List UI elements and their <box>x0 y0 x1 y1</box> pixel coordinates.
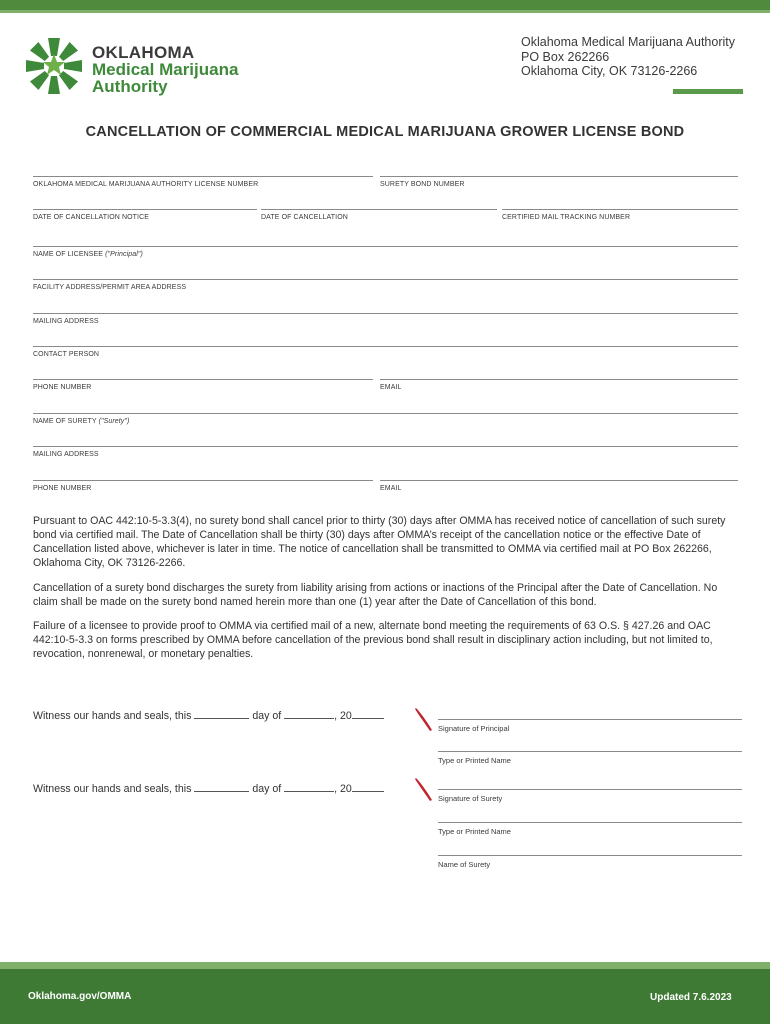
sign-here-pen-icon <box>414 706 434 732</box>
date-notice-label: DATE OF CANCELLATION NOTICE <box>33 214 150 221</box>
contact-person-field[interactable] <box>33 346 738 358</box>
signature-principal-line[interactable] <box>438 719 742 733</box>
surety-note: ("Surety") <box>98 418 130 425</box>
top-band-accent <box>0 10 770 13</box>
name-of-surety-line[interactable] <box>438 855 742 869</box>
year-blank[interactable] <box>352 782 384 792</box>
contact-person-label: CONTACT PERSON <box>33 351 100 358</box>
date-notice-field[interactable] <box>33 209 257 221</box>
printed-name-surety-label: Type or Printed Name <box>438 827 511 836</box>
printed-name-surety-line[interactable] <box>438 822 742 836</box>
phone-label: PHONE NUMBER <box>33 384 92 391</box>
witness-line-surety <box>33 782 384 795</box>
surety-phone-field[interactable] <box>33 480 373 492</box>
witness-year-prefix: , 20 <box>334 783 352 795</box>
licensee-name-field[interactable] <box>33 246 738 258</box>
witness-day-of: day of <box>252 710 282 722</box>
page-title: CANCELLATION OF COMMERCIAL MEDICAL MARIJUANA GROWER LICENSE BOND <box>85 124 685 140</box>
witness-prefix: Witness our hands and seals, this <box>33 783 192 795</box>
logo-line-authority: Authority <box>92 77 168 96</box>
email-label: EMAIL <box>380 384 402 391</box>
day-blank[interactable] <box>194 709 249 719</box>
agency-address <box>521 35 735 79</box>
address-line-3: Oklahoma City, OK 73126-2266 <box>521 64 698 78</box>
footer-accent <box>0 962 770 969</box>
surety-email-label: EMAIL <box>380 485 402 492</box>
top-band <box>0 0 770 10</box>
month-blank[interactable] <box>284 782 334 792</box>
year-blank[interactable] <box>352 709 384 719</box>
paragraph-penalties: Failure of a licensee to provide proof to OMMA via certified mail of a new, alternate bond meeting the requirements of 63 O.S. § 427.26 and OAC 442:10-5-3.3 on forms prescribed by OMMA before cancellation of the previous bond shall result in disciplinary action including, but not limited to, revocation, nonrenewal, or monetary penalties. <box>33 620 713 660</box>
paragraph-discharge: Cancellation of a surety bond discharges the surety from liability arising from actions or inactions of the Principal after the Date of Cancellation. No claim shall be made on the surety bond named herein more than one (1) year after the Date of Cancellation of this bond. <box>33 582 718 608</box>
footer-website: Oklahoma.gov/OMMA <box>28 991 132 1002</box>
omma-star-logo-icon <box>24 36 84 96</box>
surety-email-field[interactable] <box>380 480 738 492</box>
witness-line-principal <box>33 709 384 722</box>
surety-bond-number-label: SURETY BOND NUMBER <box>380 181 465 188</box>
printed-name-principal-line[interactable] <box>438 751 742 765</box>
surety-mailing-address-label: MAILING ADDRESS <box>33 451 99 458</box>
facility-address-label: FACILITY ADDRESS/PERMIT AREA ADDRESS <box>33 284 187 291</box>
mailing-address-field[interactable] <box>33 313 738 325</box>
date-cancellation-label: DATE OF CANCELLATION <box>261 214 348 221</box>
phone-field[interactable] <box>33 379 373 391</box>
logo-line-oklahoma: OKLAHOMA <box>92 43 195 62</box>
signature-surety-label: Signature of Surety <box>438 794 503 803</box>
signature-principal-label: Signature of Principal <box>438 724 510 733</box>
name-of-surety-label: Name of Surety <box>438 860 491 869</box>
license-number-field[interactable] <box>33 176 373 188</box>
surety-bond-number-field[interactable] <box>380 176 738 188</box>
sign-here-pen-icon <box>414 776 434 802</box>
license-number-label: OKLAHOMA MEDICAL MARIJUANA AUTHORITY LICENSE NUMBER <box>33 181 259 188</box>
email-field[interactable] <box>380 379 738 391</box>
mailing-address-label: MAILING ADDRESS <box>33 318 99 325</box>
witness-year-prefix: , 20 <box>334 710 352 722</box>
tracking-number-field[interactable] <box>502 209 738 221</box>
surety-name-field[interactable] <box>33 413 738 425</box>
day-blank[interactable] <box>194 782 249 792</box>
witness-day-of: day of <box>252 783 282 795</box>
address-line-2: PO Box 262266 <box>521 49 610 64</box>
tracking-number-label: CERTIFIED MAIL TRACKING NUMBER <box>502 214 631 221</box>
footer-updated: Updated 7.6.2023 <box>650 992 732 1003</box>
signature-surety-line[interactable] <box>438 789 742 803</box>
licensee-name-label: NAME OF LICENSEE <box>33 251 104 258</box>
surety-mailing-address-field[interactable] <box>33 446 738 458</box>
surety-name-label: NAME OF SURETY <box>33 418 97 425</box>
principal-note: ("Principal") <box>105 251 143 258</box>
logo-wordmark <box>92 44 238 95</box>
paragraph-notice-requirement: Pursuant to OAC 442:10-5-3.3(4), no surety bond shall cancel prior to thirty (30) days after OMMA has received notice of cancellation of such surety bond via certified mail. The Date of Cancellation shall be thirty (30) days after OMMA’s receipt of the cancellation notice or the effective Date of Cancellation listed above, whichever is later in time. The notice of cancellation shall be transmitted to OMMA via certified mail at PO Box 262266, Oklahoma City, OK 73126-2266. <box>33 515 726 569</box>
address-line-1: Oklahoma Medical Marijuana Authority <box>521 35 735 49</box>
month-blank[interactable] <box>284 709 334 719</box>
printed-name-principal-label: Type or Printed Name <box>438 756 511 765</box>
surety-phone-label: PHONE NUMBER <box>33 485 92 492</box>
date-cancellation-field[interactable] <box>261 209 497 221</box>
address-underline <box>673 89 743 94</box>
logo-line-medical: Medical Marijuana <box>92 60 239 79</box>
witness-prefix: Witness our hands and seals, this <box>33 710 192 722</box>
facility-address-field[interactable] <box>33 279 738 291</box>
